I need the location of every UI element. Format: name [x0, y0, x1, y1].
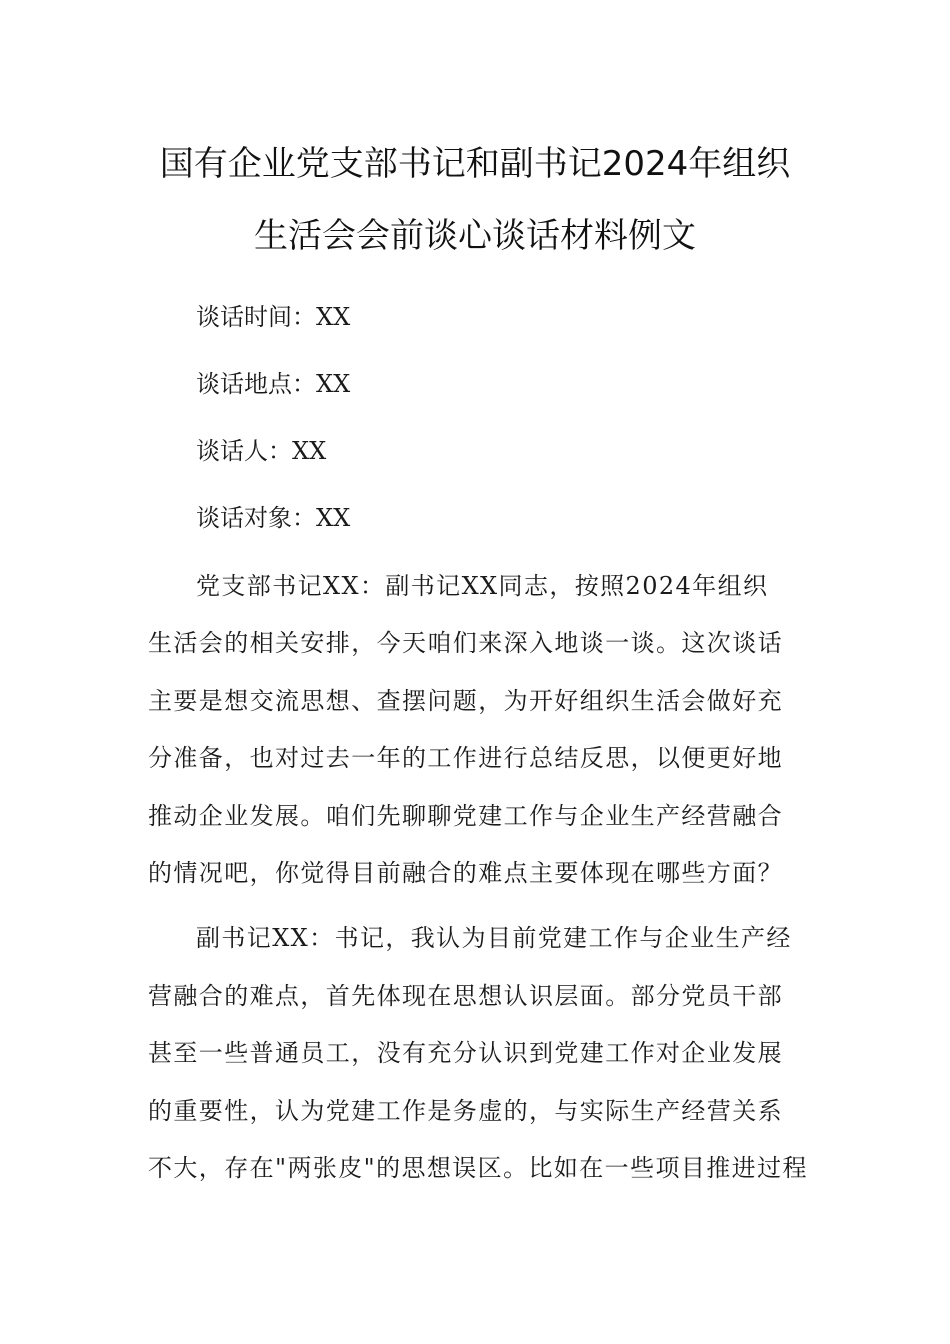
paragraph-1-line-2: 生活会的相关安排，今天咱们来深入地谈一谈。这次谈话 [148, 629, 783, 657]
paragraph-2-line-2: 营融合的难点，首先体现在思想认识层面。部分党员干部 [148, 982, 783, 1010]
meta-talker: 谈话人：XX [196, 437, 327, 465]
paragraph-1-line-5: 推动企业发展。咱们先聊聊党建工作与企业生产经营融合 [148, 802, 783, 830]
meta-talk-location: 谈话地点：XX [196, 370, 351, 398]
meta-talk-time: 谈话时间：XX [196, 303, 351, 331]
paragraph-2-line-1: 副书记XX：书记，我认为目前党建工作与企业生产经 [196, 924, 792, 952]
document-title-line-2: 生活会会前谈心谈话材料例文 [254, 216, 696, 256]
paragraph-1-line-1: 党支部书记XX：副书记XX同志，按照2024年组织 [196, 572, 769, 600]
meta-talk-target: 谈话对象：XX [196, 504, 351, 532]
paragraph-2-line-3: 甚至一些普通员工，没有充分认识到党建工作对企业发展 [148, 1039, 783, 1067]
document-title-line-1: 国有企业党支部书记和副书记2024年组织 [159, 144, 791, 184]
paragraph-1-line-6: 的情况吧，你觉得目前融合的难点主要体现在哪些方面？ [148, 859, 783, 887]
paragraph-2-line-4: 的重要性，认为党建工作是务虚的，与实际生产经营关系 [148, 1097, 783, 1125]
paragraph-1-line-3: 主要是想交流思想、查摆问题，为开好组织生活会做好充 [148, 687, 783, 715]
paragraph-1-line-4: 分准备，也对过去一年的工作进行总结反思，以便更好地 [148, 744, 783, 772]
paragraph-2-line-5: 不大，存在"两张皮"的思想误区。比如在一些项目推进过程 [148, 1154, 808, 1182]
